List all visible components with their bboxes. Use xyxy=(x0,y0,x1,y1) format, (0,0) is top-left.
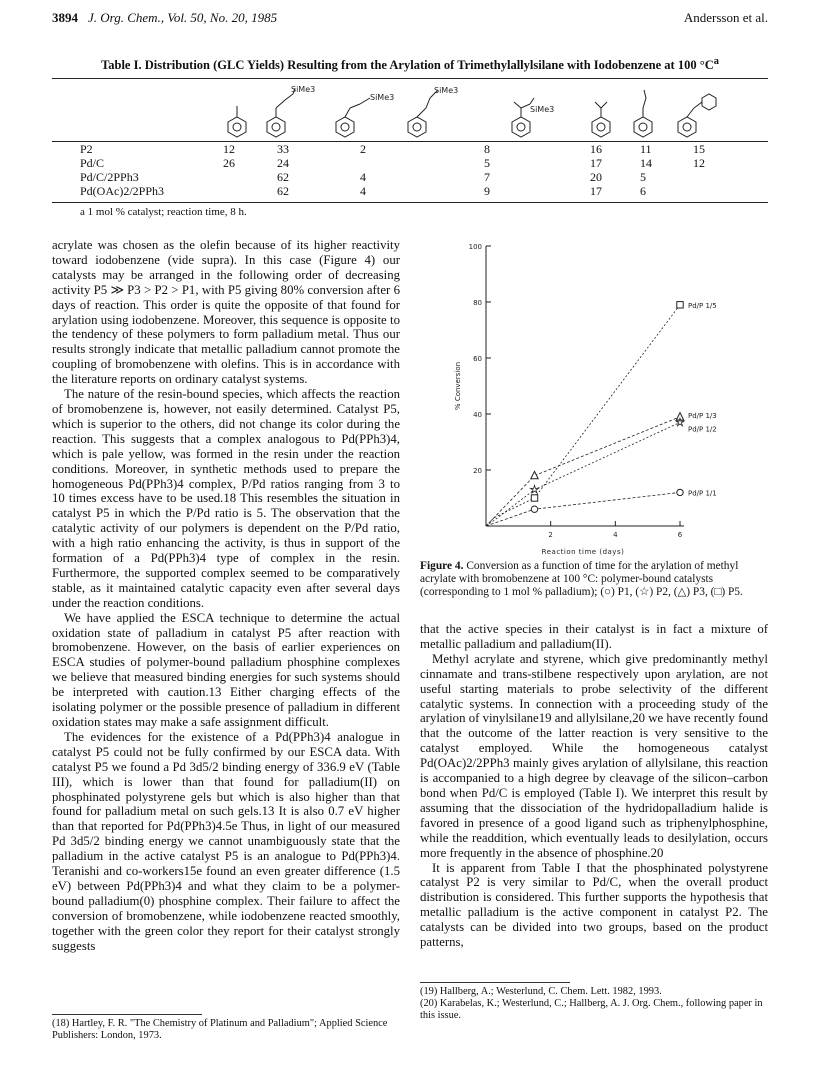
footnote-20: (20) Karabelas, K.; Westerlund, C.; Hallberg, A. J. Org. Chem., following paper in this issue. xyxy=(420,998,763,1021)
cell: 16 xyxy=(590,142,602,156)
data-point-triangle xyxy=(531,471,538,478)
cell: 20 xyxy=(590,170,602,184)
structure-2 xyxy=(267,88,295,137)
journal-citation xyxy=(52,10,277,30)
table-row xyxy=(80,184,760,198)
cell: 4 xyxy=(360,170,366,184)
structure-6 xyxy=(592,102,610,137)
cell: 8 xyxy=(484,142,490,156)
table-caption xyxy=(52,56,768,73)
cell: 14 xyxy=(640,156,652,170)
y-tick-label: 60 xyxy=(473,355,482,363)
table-row xyxy=(80,170,760,184)
cell: 17 xyxy=(590,156,602,170)
cell: 15 xyxy=(693,142,705,156)
structure-3 xyxy=(336,98,370,137)
table-body xyxy=(80,142,760,198)
structure-label-3: SiMe3 xyxy=(434,86,459,95)
page-number: 3894 xyxy=(52,10,78,25)
table-bottom-rule xyxy=(52,202,768,203)
row-label: Pd/C xyxy=(80,156,105,170)
row-label: Pd/C/2PPh3 xyxy=(80,170,139,184)
structure-8 xyxy=(678,94,716,137)
cell: 62 xyxy=(277,184,289,198)
cell: 7 xyxy=(484,170,490,184)
footnote-rule-right xyxy=(420,982,570,983)
cell: 5 xyxy=(640,170,646,184)
structure-5 xyxy=(512,98,534,137)
cell: 6 xyxy=(640,184,646,198)
figure-4-chart xyxy=(430,238,770,562)
paragraph: Methyl acrylate and styrene, which give predominantly methyl cinnamate and trans-stilbene respectively upon arylation, are not useful starting materials to probe selectivity of the different catalytic systems. In connection with a proceeding study of the arylation of vinylsilane19 and allylsilane,20 we have recently found that the outcome of the latter reaction is very sensitive to the catalyst employed. While the homogeneous catalyst Pd(OAc)2/2PPh3 mainly gives arylation of allylsilane, this reaction is accompanied to a high degree by cleavage of the silicon–carbon bond when Pd/C is employed (Table I). We interpret this result by assuming that the dissociation of the hydridopalladium halide is favored in presence of a good ligand such as triphenylphosphine, while the readdition, which eventually leads to desilylation, occurs more frequently in the absence of phosphine.20 xyxy=(420,651,768,860)
y-tick-label: 40 xyxy=(473,411,482,419)
cell: 33 xyxy=(277,142,289,156)
structure-label-1: SiMe3 xyxy=(291,85,316,94)
cell: 26 xyxy=(223,156,235,170)
table-row xyxy=(80,142,760,156)
series-line-star xyxy=(486,422,680,526)
cell: 24 xyxy=(277,156,289,170)
row-label: P2 xyxy=(80,142,93,156)
cell: 11 xyxy=(640,142,652,156)
table-caption-footnote-mark: a xyxy=(713,56,719,67)
cell: 17 xyxy=(590,184,602,198)
cell: 5 xyxy=(484,156,490,170)
series-line-circle xyxy=(486,492,680,526)
structure-7 xyxy=(634,90,652,137)
footnote-19: (19) Hallberg, A.; Westerlund, C. Chem. Lett. 1982, 1993. xyxy=(420,986,662,997)
table-top-rule xyxy=(52,78,768,79)
table-footnote: a 1 mol % catalyst; reaction time, 8 h. xyxy=(80,206,247,218)
author-header: Andersson et al. xyxy=(683,10,768,25)
x-axis-label: Reaction time (days) xyxy=(541,548,625,556)
table-caption-text: Table I. Distribution (GLC Yields) Resulting from the Arylation of Trimethylallylsilane with Iodobenzene at 100 °C xyxy=(101,58,714,73)
cell: 2 xyxy=(360,142,366,156)
series-label: Pd/P 1/5 xyxy=(688,301,717,310)
paragraph: The evidences for the existence of a Pd(PPh3)4 analogue in catalyst P5 could not be fully confirmed by our ESCA data. With catalyst P5 we found a Pd 3d5/2 binding energy of 336.9 eV (Table III), which is lower than that found for palladium(II) on phosphinated polystyrene gels but which is also higher than that found for palladium metal on such gels.13 It is also 0.7 eV higher than that reported for Pd(PPh3)4.5e Thus, in light of our measured Pd 3d5/2 binding energy we cannot unambiguously state that the palladium in the active catalyst P5 is an analogue to Pd(PPh3)4. Teranishi and co-workers15e found an even greater difference (1.5 eV) between Pd(PPh3)4 and what they claim to be a polymer-bound palladium(0) phosphine complex. Their failure to affect the conversion of bromobenzene, while iodobenzene reacted smoothly, together with the green color they report for their catalyst strongly suggests xyxy=(52,729,400,953)
paragraph: We have applied the ESCA technique to determine the actual oxidation state of palladium in catalyst P5 after reaction with bromobenzene. However, on the basis of earlier experiences on ESCA studies of polymer-bound palladium phosphine complexes we believe that measured binding energies for such systems should be interpreted with caution.13 Either charging effects of the isolating polymer or the possible presence of palladium in different oxidation states may make a safe assignment difficult. xyxy=(52,610,400,729)
structure-1 xyxy=(228,106,246,137)
footnote-rule-left xyxy=(52,1014,202,1015)
structure-label-2: SiMe3 xyxy=(370,93,395,102)
data-point-square xyxy=(531,495,537,501)
y-axis-label: % Conversion xyxy=(454,361,462,411)
right-column xyxy=(420,622,768,950)
journal-name: J. Org. Chem., Vol. 50, No. 20, 1985 xyxy=(88,10,278,25)
paragraph: It is apparent from Table I that the phosphinated polystyrene catalyst P2 is very similar to Pd/C, when the overall product distribution is considered. This further supports the hypothesis that metallic palladium is the active component in catalyst P2. The catalysts can be divided into two groups, based on the product patterns, xyxy=(420,860,768,950)
series-label: Pd/P 1/1 xyxy=(688,489,717,498)
left-column xyxy=(52,238,400,954)
cell: 62 xyxy=(277,170,289,184)
series-label: Pd/P 1/2 xyxy=(688,425,717,434)
x-tick-label: 2 xyxy=(548,531,553,539)
row-label: Pd(OAc)2/2PPh3 xyxy=(80,184,165,198)
y-tick-label: 80 xyxy=(473,299,482,307)
table-structures xyxy=(52,84,768,140)
paragraph: acrylate was chosen as the olefin because of its higher reactivity toward iodobenzene (vide supra). In this case (Figure 4) our catalysts may be arranged in the following order of decreasing activity P5 ≫ P3 > P2 > P1, with P5 giving 80% conversion after 6 days of reaction. This order is quite the opposite of that found for arylation using iodobenzene. Moreover, this sequence is opposite to the tendency of these polymers to form palladium metal. Thus our results strongly indicate that metallic palladium cannot promote the coupling of bromobenzene with olefins. This is in accordance with the literature reports on ordinary catalyst systems. xyxy=(52,238,400,387)
data-point-circle xyxy=(677,489,683,495)
figure-label: Figure 4. xyxy=(420,560,464,572)
data-point-square xyxy=(677,302,683,308)
cell: 12 xyxy=(223,142,235,156)
paragraph: that the active species in their catalyst is in fact a mixture of metallic palladium and palladium(II). xyxy=(420,622,768,651)
structure-label-4: SiMe3 xyxy=(530,105,555,114)
structure-4 xyxy=(408,90,438,137)
data-point-circle xyxy=(531,506,537,512)
y-tick-label: 20 xyxy=(473,467,482,475)
series-label: Pd/P 1/3 xyxy=(688,411,717,420)
cell: 4 xyxy=(360,184,366,198)
footnote-18: (18) Hartley, F. R. "The Chemistry of Platinum and Palladium"; Applied Science Publishers: London, 1973. xyxy=(52,1018,388,1041)
cell: 9 xyxy=(484,184,490,198)
running-header xyxy=(52,10,768,30)
paragraph: The nature of the resin-bound species, which affects the reaction of bromobenzene is, however, not easily determined. Catalyst P5, which is superior to the others, did not change its color during the reaction. This suggests that a complex analogous to Pd(PPh3)4, which is pale yellow, was formed in the resin under the reaction conditions. Moreover, in synthetic methods used to prepare the homogeneous Pd(PPh3)4 complex, P/Pd ratios ranging from 3 to 10 times excess have to be used.18 This resembles the situation in catalyst P5 in which the P/Pd ratio is 5. The observation that the catalytic activity of our polymers is dependent on the P/Pd ratio, with a high ratio enhancing the activity, is thus in support of the formation of a Pd(PPh3)4 type of complex in the resin. Furthermore, the supported complex seemed to be comparatively stable, as it maintained catalytic capacity even after several days under the reaction conditions. xyxy=(52,387,400,610)
table-row xyxy=(80,156,760,170)
y-tick-label: 100 xyxy=(468,243,482,251)
figure-caption-text: Conversion as a function of time for the arylation of methyl acrylate with bromobenzene at 100 °C: polymer-bound catalysts (corresponding to 1 mol % palladium); (○) P1, (☆) P2, (△) P3, (□) P5. xyxy=(420,560,743,598)
series-line-square xyxy=(486,305,680,526)
x-tick-label: 6 xyxy=(677,531,683,539)
cell: 12 xyxy=(693,156,705,170)
figure-caption xyxy=(420,560,768,599)
x-tick-label: 4 xyxy=(613,531,618,539)
